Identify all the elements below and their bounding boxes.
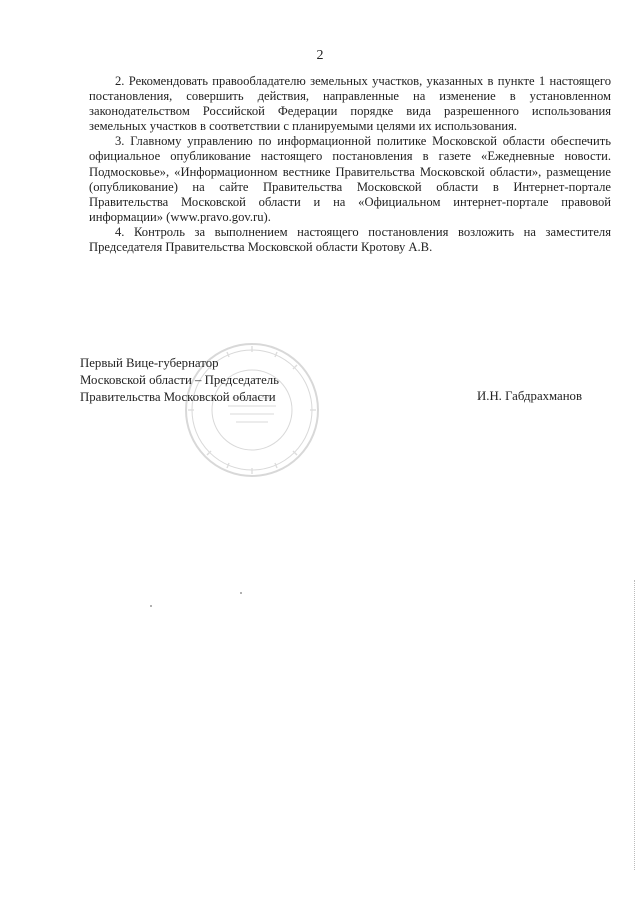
scan-speck: [150, 605, 152, 607]
paragraph-control: 4. Контроль за выполнением настоящего постановления возложить на заместителя Председателя Правительства Московской области Кротову А.В.: [89, 224, 611, 255]
signature-title-line: Первый Вице-губернатор: [80, 356, 219, 370]
page-number: 2: [316, 48, 324, 63]
signature-title-line: Московской области – Председатель: [80, 373, 280, 387]
scan-speck: [240, 592, 242, 594]
scan-edge-mark: [634, 580, 636, 870]
signature-title-line: Правительства Московской области: [80, 390, 276, 404]
signature-title: [80, 355, 279, 406]
document-body: [89, 74, 611, 255]
signatory-name: И.Н. Габдрахманов: [477, 389, 582, 403]
paragraph-publication: 3. Главному управлению по информационной политике Московской области обеспечить официальное опубликование настоящего постановления в газете «Ежедневные новости. Подмосковье», «Информационном вестнике Правительства Московской области», размещение (опубликование) на сайте Правительства Московской области в Интернет-портале Правительства Московской области и на «Официальном интернет-портале правовой информации» (www.pravo.gov.ru).: [89, 134, 611, 224]
paragraph-recommendation: 2. Рекомендовать правообладателю земельных участков, указанных в пункте 1 настоящего постановления, совершить действия, направленные на изменение в установленном законодательством Российской Федерации порядке вида разрешенного использования земельных участков в соответствии с планируемыми целями их использования.: [89, 74, 611, 134]
